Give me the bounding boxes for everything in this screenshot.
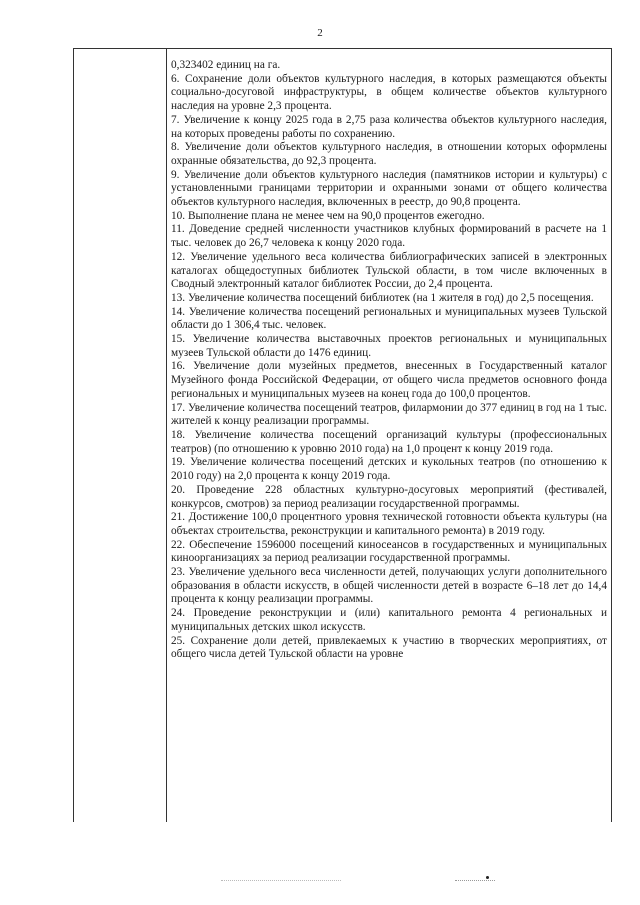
- paragraph: 16. Увеличение доли музейных предметов, внесенных в Государственный каталог Музейного фонда Российской Федерации, от общего числа предметов основного фонда региональных и муниципальных музеев на конец года до 100,0 процентов.: [171, 360, 607, 400]
- paragraph: 11. Доведение средней численности участников клубных формирований в расчете на 1 тыс. человек до 26,7 человека к концу 2020 года.: [171, 223, 607, 250]
- paragraph: 21. Достижение 100,0 процентного уровня технической готовности объекта культуры (на объектах строительства, реконструкции и капитального ремонта) в 2019 году.: [171, 511, 607, 537]
- paragraph: 25. Сохранение доли детей, привлекаемых к участию в творческих мероприятиях, от общего числа детей Тульской области на уровне: [171, 634, 607, 661]
- page-number: 2: [317, 27, 323, 39]
- paragraph: 20. Проведение 228 областных культурно-досуговых мероприятий (фестивалей, конкурсов, смотров) за период реализации государственной программы.: [171, 483, 607, 510]
- paragraph: 15. Увеличение количества выставочных проектов региональных и муниципальных музеев Тульской области до 1476 единиц.: [171, 333, 607, 359]
- paragraph: 19. Увеличение количества посещений детских и кукольных театров (по отношению к 2010 году) на 2,0 процента к концу 2019 года.: [171, 456, 607, 483]
- paragraph: 24. Проведение реконструкции и (или) капитального ремонта 4 региональных и муниципальных детских школ искусств.: [171, 607, 607, 633]
- scan-artifact: [221, 880, 341, 887]
- paragraph: 22. Обеспечение 1596000 посещений киносеансов в государственных и муниципальных киноорганизациях за период реализации государственной программы.: [171, 538, 607, 565]
- paragraph: 17. Увеличение количества посещений театров, филармонии до 377 единиц в год на 1 тыс. жителей к концу реализации программы.: [171, 401, 607, 428]
- paragraph: 0,323402 единиц на га.: [171, 59, 281, 71]
- paragraph: 7. Увеличение к концу 2025 года в 2,75 раза количества объектов культурного наследия, на которых проведены работы по сохранению.: [171, 113, 607, 140]
- document-table: [73, 48, 612, 822]
- column-divider: [166, 49, 167, 822]
- scan-artifact: [455, 880, 495, 887]
- paragraph: 12. Увеличение удельного веса количества библиографических записей в электронных каталогах общедоступных библиотек Тульской области, в том числе включенных в Сводный электронный каталог библиотек России, до 2,4 процента.: [171, 250, 607, 291]
- scan-artifact: [486, 876, 489, 879]
- paragraph: 9. Увеличение доли объектов культурного наследия (памятников истории и культуры) с установленными границами территории и охранными зонами от общего количества объектов культурного наследия, включенных в реестр, до 90,8 процента.: [171, 168, 607, 209]
- paragraph: 6. Сохранение доли объектов культурного наследия, в которых размещаются объекты социально-досуговой инфраструктуры, в общем количестве объектов культурного наследия на уровне 2,3 процента.: [171, 72, 607, 113]
- paragraph: 10. Выполнение плана не менее чем на 90,0 процентов ежегодно.: [171, 209, 485, 222]
- paragraph: 23. Увеличение удельного веса численности детей, получающих услуги дополнительного образования в области искусств, в общей численности детей в возрасте 6–18 лет до 14,4 процента к концу реализации программы.: [171, 566, 607, 606]
- table-content-cell: [171, 59, 607, 662]
- paragraph: 13. Увеличение количества посещений библиотек (на 1 жителя в год) до 2,5 посещения.: [171, 291, 594, 304]
- paragraph: 18. Увеличение количества посещений организаций культуры (профессиональных театров) (по отношению к уровню 2010 года) на 1,0 процент к концу 2019 года.: [171, 428, 607, 455]
- paragraph: 8. Увеличение доли объектов культурного наследия, в отношении которых оформлены охранные обязательства, до 92,3 процента.: [171, 141, 607, 167]
- paragraph: 14. Увеличение количества посещений региональных и муниципальных музеев Тульской области до 1 306,4 тыс. человек.: [171, 305, 607, 332]
